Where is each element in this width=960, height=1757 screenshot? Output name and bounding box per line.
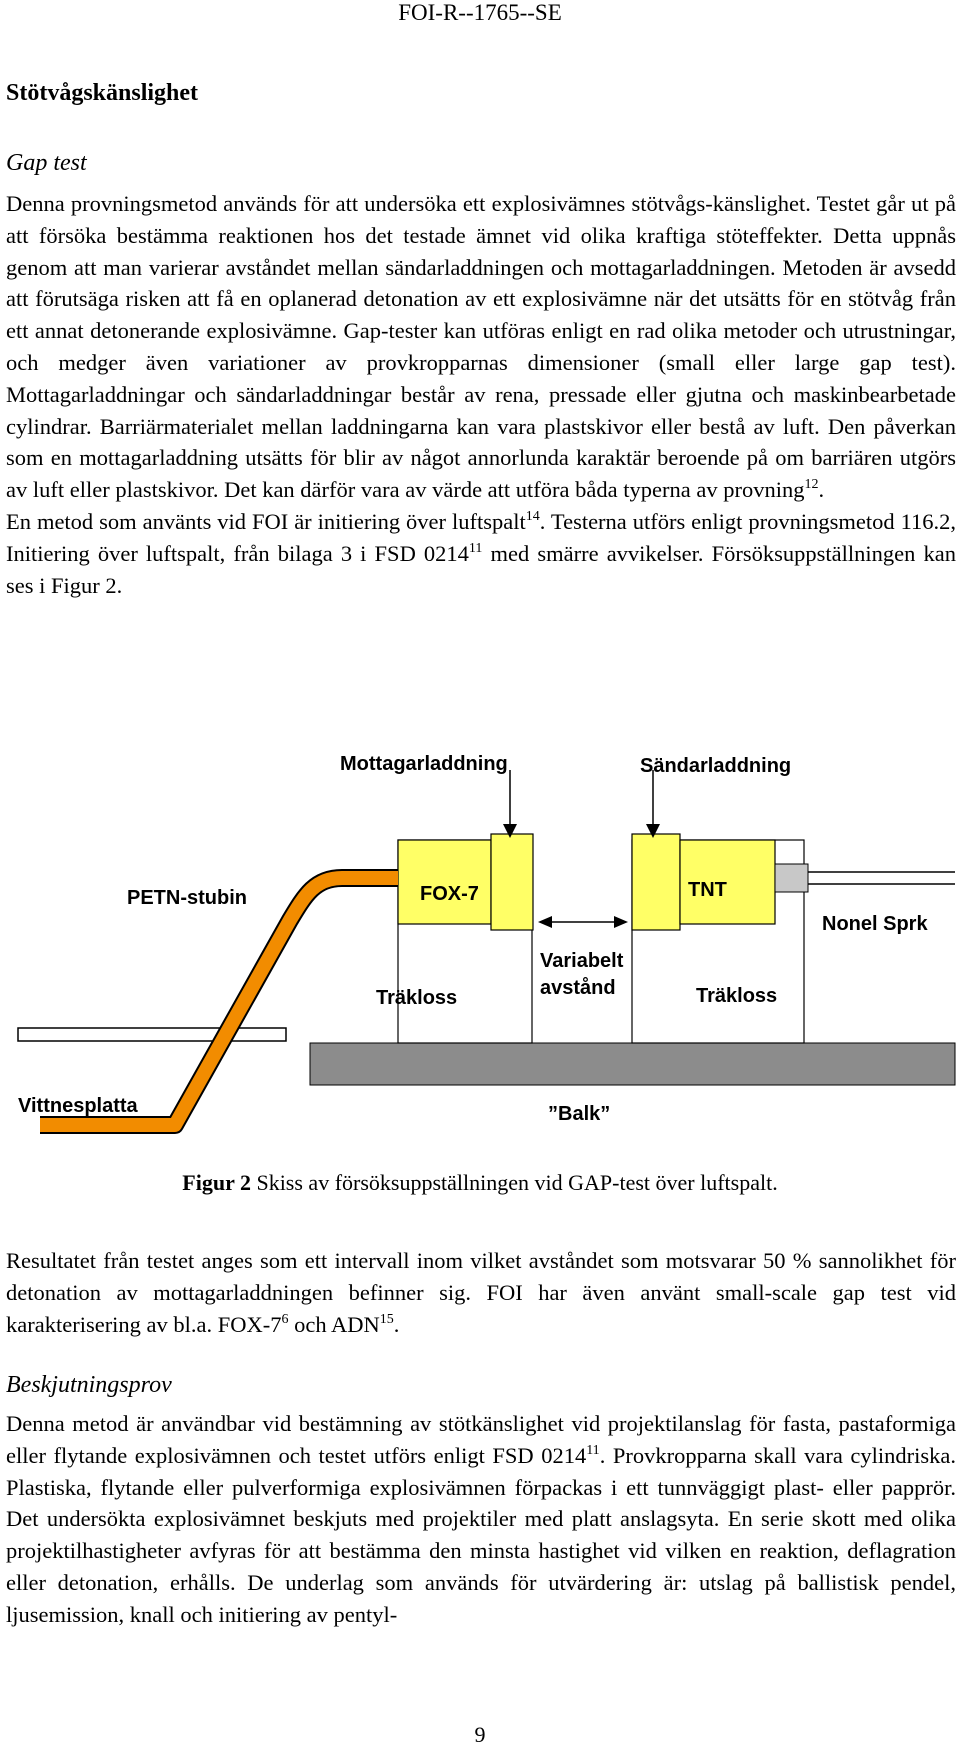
label-trakloss-right: Träkloss bbox=[696, 985, 778, 1007]
caption-label: Figur 2 bbox=[182, 1170, 251, 1195]
paragraph-text: Denna metod är användbar vid bestämning av stötkänslighet vid projektilanslag för fasta, pastaformiga eller flytande explosivämnen och testet utförs enligt FSD 0214 bbox=[6, 1411, 956, 1468]
paragraph-text: Denna provningsmetod används för att undersöka ett explosivämnes stötvågs-känslighet. Testet går ut på att försöka bestämma reaktionen hos det testade ämnet vid olika kraftiga stöteffekter. Detta uppnås genom att man varierar avståndet mellan sändarladdningen och mottagarladdningen. Metoden är avsedd att förutsäga risken att få en oplanerad detonation av ett explosivämne när det utsätts för en stötvåg från ett annat detonerande explosivämne. Gap-tester kan utföras enligt en rad olika metoder och utrustningar, och medger även variationer av provkropparnas dimensioner (small eller large gap test). Mottagarladdningar och sändarladdningar består av rena, pressade eller gjutna och maskinbearbetade cylindrar. Barriärmaterialet mellan laddningarna kan vara plastskivor eller bestå av luft. Den påverkan som en mottagarladdning utsätts för blir av något annorlunda karaktär beroende på om barriären utgörs av luft eller plastskivor. Det kan därför vara av värde att utföra båda typerna av provning bbox=[6, 191, 956, 503]
paragraph-text: med smärre avvikelser. Försöksuppställningen kan ses i Figur 2. bbox=[6, 540, 956, 598]
label-fox7: FOX-7 bbox=[420, 883, 479, 905]
reference-superscript: 15 bbox=[379, 1311, 394, 1327]
page-number: 9 bbox=[474, 1722, 486, 1747]
beam-block bbox=[310, 1043, 955, 1085]
paragraph-text: Resultatet från testet anges som ett intervall inom vilket avståndet som motsvarar 50 % sannolikhet för detonation av mottagarladdningen befinner sig. FOI har även använt small-scale gap test vid karakterisering av bl.a. FOX-7 bbox=[6, 1248, 956, 1337]
tnt-donor-end bbox=[632, 834, 680, 930]
reference-superscript: 12 bbox=[804, 477, 819, 493]
paragraph-text: . bbox=[818, 477, 825, 503]
paragraph-gap-test-2 bbox=[6, 506, 956, 601]
setup-diagram bbox=[0, 740, 960, 1140]
gap-test-body bbox=[6, 188, 956, 601]
label-variabelt: Variabelt bbox=[540, 950, 624, 972]
result-paragraph bbox=[6, 1245, 956, 1340]
paragraph-beskjutning bbox=[6, 1408, 956, 1631]
paragraph-gap-test-1 bbox=[6, 188, 956, 506]
paragraph-text: . bbox=[393, 1311, 400, 1337]
paragraph-text: . Provkropparna skall vara cylindriska. Plastiska, flytande eller pulverformiga explosivämnen förpackas i ett tunnväggigt plast- eller papprör. Det undersökta explosivämnet beskjuts med projektiler med platt anslagsyta. En serie skott med olika projektilhastigheter avfyras för att bestämma den minsta hastighet vid vilken en reaktion, deflagration eller detonation, erhålls. De underlag som används för utvärdering är: utslag på ballistisk pendel, ljusemission, knall och initiering av pentyl- bbox=[6, 1442, 956, 1627]
petn-fuse bbox=[40, 878, 398, 1125]
label-nonel: Nonel Sprk bbox=[822, 913, 928, 935]
fox7-receptor-end bbox=[491, 834, 533, 930]
subheading-gap-test: Gap test bbox=[6, 150, 87, 176]
label-trakloss-left: Träkloss bbox=[376, 987, 458, 1009]
fox7-charge bbox=[398, 840, 491, 924]
label-avstand: avstånd bbox=[540, 977, 616, 999]
gap-arrow-right-head bbox=[614, 916, 628, 928]
running-header: FOI-R--1765--SE bbox=[398, 0, 562, 25]
label-vittnesplatta: Vittnesplatta bbox=[18, 1095, 138, 1117]
label-balk: ”Balk” bbox=[548, 1103, 611, 1125]
label-petn-stubin: PETN-stubin bbox=[127, 887, 247, 909]
section-title: Stötvågskänslighet bbox=[6, 80, 199, 106]
caption-text: Skiss av försöksuppställningen vid GAP-test över luftspalt. bbox=[250, 1170, 778, 1195]
paragraph-result bbox=[6, 1245, 956, 1340]
reference-superscript: 11 bbox=[468, 540, 483, 556]
paragraph-text: . Testerna utförs enligt provningsmetod 116.2, Initiering över luftspalt, från bilaga 3 i FSD 0214 bbox=[6, 508, 956, 566]
label-mottagarladdning: Mottagarladdning bbox=[340, 753, 508, 775]
paragraph-text: En metod som använts vid FOI är initiering över luftspalt bbox=[6, 508, 526, 534]
beskjutning-paragraph bbox=[6, 1408, 956, 1631]
gap-arrow-left-head bbox=[538, 916, 552, 928]
label-sandarladdning: Sändarladdning bbox=[640, 755, 792, 777]
subheading-beskjutningsprov: Beskjutningsprov bbox=[6, 1372, 172, 1398]
detonator-plug bbox=[775, 864, 808, 892]
reference-superscript: 6 bbox=[281, 1311, 289, 1327]
figure-gap-test-setup bbox=[0, 740, 960, 1140]
witness-plate bbox=[18, 1028, 286, 1041]
petn-fuse-outline bbox=[40, 878, 398, 1125]
reference-superscript: 14 bbox=[525, 508, 540, 524]
paragraph-text: och ADN bbox=[288, 1311, 380, 1337]
figure-caption bbox=[0, 1170, 960, 1196]
reference-superscript: 11 bbox=[586, 1442, 600, 1458]
label-tnt: TNT bbox=[688, 879, 727, 901]
